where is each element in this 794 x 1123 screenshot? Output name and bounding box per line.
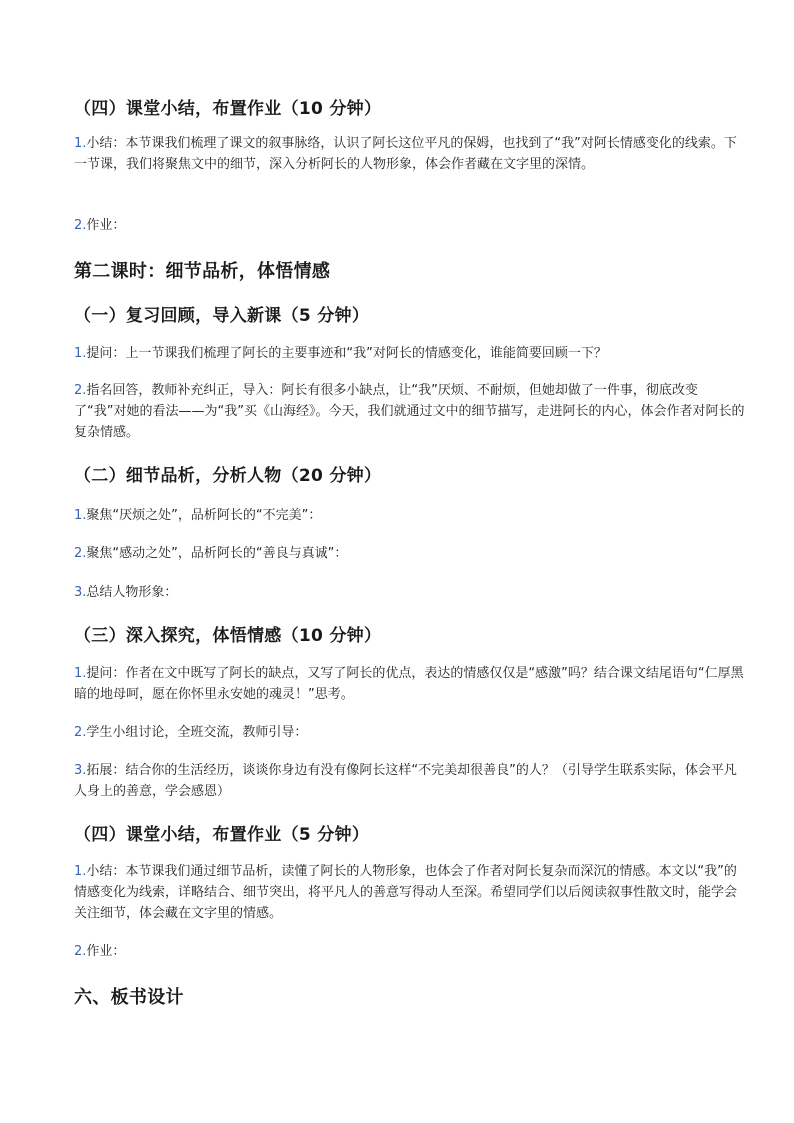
item-number: 3. [74, 585, 87, 600]
list-item [74, 343, 746, 364]
list-item [74, 582, 746, 603]
section-heading-summary-2: （四）课堂小结，布置作业（5 分钟） [74, 825, 370, 845]
item-number: 2. [74, 944, 87, 959]
item-number: 2. [74, 218, 87, 233]
section-heading-board-design: 六、板书设计 [74, 987, 184, 1008]
item-text: 总结人物形象： [86, 585, 178, 600]
item-number: 1. [74, 346, 87, 361]
item-text: 提问：上一节课我们梳理了阿长的主要事迹和“我”对阿长的情感变化，谁能简要回顾一下？ [86, 346, 607, 361]
list-item [74, 861, 746, 924]
item-number: 1. [74, 864, 87, 879]
lesson-title: 第二课时：细节品析，体悟情感 [74, 261, 331, 282]
list-item [74, 380, 746, 443]
list-item [74, 722, 746, 743]
section-heading-review: （一）复习回顾，导入新课（5 分钟） [74, 306, 370, 326]
item-text: 聚焦“厌烦之处”，品析阿长的“不完美”： [86, 508, 322, 523]
list-item [74, 543, 746, 564]
item-text: 拓展：结合你的生活经历，谈谈你身边有没有像阿长这样“不完美却很善良”的人？（引导学生联系实际，体会平凡人身上的善意，学会感恩） [74, 763, 737, 799]
item-text: 作业： [86, 218, 126, 233]
list-item [74, 760, 746, 802]
section-heading-detail-analysis: （二）细节品析，分析人物（20 分钟） [74, 466, 382, 486]
item-number: 1. [74, 136, 87, 151]
item-text: 作业： [86, 944, 126, 959]
item-text: 聚焦“感动之处”，品析阿长的“善良与真诚”： [86, 546, 348, 561]
list-item [74, 941, 746, 962]
list-item [74, 505, 746, 526]
list-item [74, 215, 746, 236]
item-number: 2. [74, 546, 87, 561]
item-number: 2. [74, 383, 87, 398]
section-heading-summary-1: （四）课堂小结，布置作业（10 分钟） [74, 99, 382, 119]
item-text: 小结：本节课我们通过细节品析，读懂了阿长的人物形象，也体会了作者对阿长复杂而深沉的情感。本文以“我”的情感变化为线索，详略结合、细节突出，将平凡人的善意写得动人至深。希望同学们以后阅读叙事性散文时，能学会关注细节，体会藏在文字里的情感。 [74, 864, 738, 921]
item-number: 1. [74, 508, 87, 523]
item-text: 提问：作者在文中既写了阿长的缺点，又写了阿长的优点，表达的情感仅仅是“感激”吗？结合课文结尾语句“仁厚黑暗的地母呵，愿在你怀里永安她的魂灵！”思考。 [74, 666, 744, 702]
item-text: 小结：本节课我们梳理了课文的叙事脉络，认识了阿长这位平凡的保姆，也找到了“我”对阿长情感变化的线索。下一节课，我们将聚焦文中的细节，深入分析阿长的人物形象，体会作者藏在文字里的深情。 [74, 136, 737, 172]
list-item [74, 133, 746, 175]
item-number: 2. [74, 725, 87, 740]
section-heading-deep-inquiry: （三）深入探究，体悟情感（10 分钟） [74, 626, 382, 646]
list-item [74, 663, 746, 705]
item-text: 指名回答，教师补充纠正，导入：阿长有很多小缺点，让“我”厌烦、不耐烦，但她却做了一件事，彻底改变了“我”对她的看法——为“我”买《山海经》。今天，我们就通过文中的细节描写，走进阿长的内心，体会作者对阿长的复杂情感。 [74, 383, 745, 440]
item-number: 3. [74, 763, 87, 778]
item-text: 学生小组讨论，全班交流，教师引导： [86, 725, 308, 740]
item-number: 1. [74, 666, 87, 681]
